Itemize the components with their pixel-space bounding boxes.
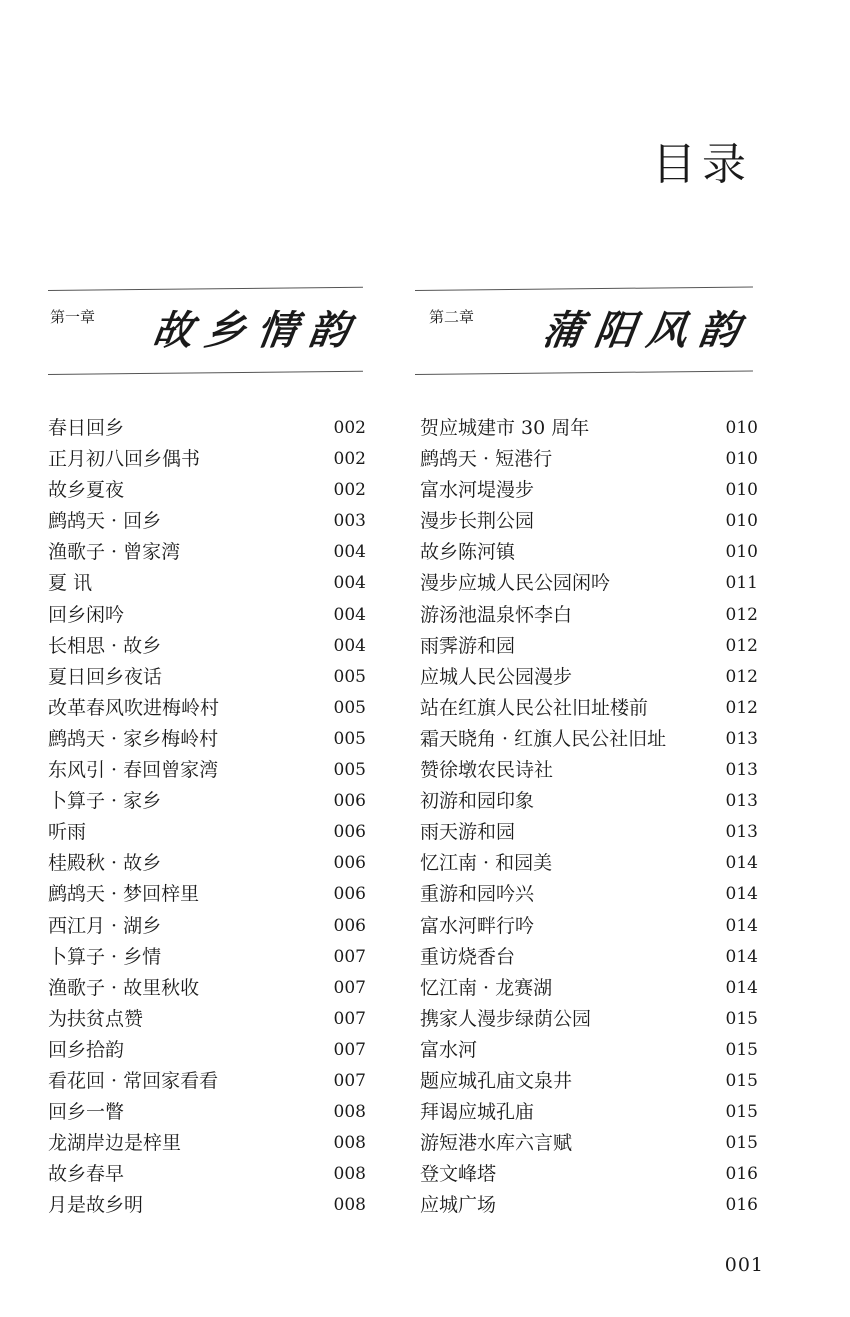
toc-entry[interactable] [420,1128,758,1159]
toc-entry[interactable] [420,786,758,817]
toc-entry[interactable] [48,600,366,631]
toc-entry-page: 015 [725,1102,758,1123]
toc-entry-title: 雨天游和园 [420,821,516,844]
toc-entry-title: 长相思 · 故乡 [48,634,162,657]
chapter-2-bottom-rule [415,370,753,375]
toc-entry-title: 拜谒应城孔庙 [420,1101,535,1124]
toc-entry[interactable] [420,506,758,537]
toc-entry[interactable] [420,413,758,444]
toc-entry[interactable] [48,1035,366,1066]
chapter-2-header [415,290,753,380]
toc-entry-page: 010 [725,542,758,563]
toc-entry-page: 007 [333,1008,366,1029]
toc-entry-page: 010 [725,418,758,438]
toc-entry-title: 登文峰塔 [420,1163,497,1186]
toc-entry[interactable] [48,662,366,693]
toc-entry-title: 回乡一瞥 [48,1101,125,1124]
toc-entry-title: 夏 讯 [48,572,93,595]
toc-entry[interactable] [48,911,366,942]
toc-entry[interactable] [48,506,366,537]
toc-entry[interactable] [420,817,758,848]
toc-entry[interactable] [48,413,366,444]
toc-entry-page: 014 [725,884,758,905]
toc-entry-page: 007 [333,977,366,998]
toc-entry-page: 006 [333,853,366,874]
toc-entry[interactable] [48,724,366,755]
toc-entry-title: 回乡闲吟 [48,603,125,626]
toc-entry-page: 015 [725,1070,758,1091]
toc-entry[interactable] [48,1097,366,1128]
toc-entry-page: 005 [333,728,366,749]
toc-entry-title: 东风引 · 春回曾家湾 [48,759,219,782]
toc-entry[interactable] [48,848,366,879]
toc-entry-page: 012 [725,604,758,625]
toc-entry-title: 渔歌子 · 故里秋收 [48,976,200,999]
toc-entry-page: 002 [333,449,366,470]
toc-entry-title: 赞徐墩农民诗社 [420,759,554,782]
toc-entry-page: 008 [333,1102,366,1123]
toc-entry-page: 013 [725,760,758,781]
toc-entry-page: 010 [725,511,758,532]
toc-entry-title: 看花回 · 常回家看看 [48,1069,219,1092]
toc-entry[interactable] [420,1159,758,1190]
toc-entry-title: 富水河 [420,1038,478,1061]
toc-entry[interactable] [420,475,758,506]
toc-entry-page: 008 [333,1133,366,1154]
toc-entry[interactable] [48,1159,366,1190]
toc-entry-title: 应城广场 [420,1194,497,1217]
chapter-1-label: 第一章 [50,308,96,326]
toc-entry-page: 016 [725,1164,758,1185]
toc-entry[interactable] [48,568,366,599]
toc-entry[interactable] [420,1190,758,1221]
toc-entry-page: 002 [333,480,366,501]
toc-entry[interactable] [420,848,758,879]
toc-entry-page: 012 [725,666,758,687]
toc-entry-page: 006 [333,822,366,843]
toc-entry[interactable] [420,942,758,973]
toc-entry[interactable] [48,973,366,1004]
toc-entry-title: 龙湖岸边是梓里 [48,1132,182,1155]
toc-entry-page: 004 [333,604,366,625]
toc-entry-title: 故乡春早 [48,1163,125,1186]
toc-entry[interactable] [420,973,758,1004]
toc-entry[interactable] [420,568,758,599]
toc-entry-page: 006 [333,884,366,905]
toc-entry[interactable] [420,537,758,568]
toc-entry[interactable] [48,631,366,662]
chapter-1-header [48,290,363,380]
toc-entry[interactable] [420,1097,758,1128]
toc-entry[interactable] [420,600,758,631]
toc-entry[interactable] [48,1004,366,1035]
toc-entry[interactable] [420,693,758,724]
toc-entry-title: 故乡夏夜 [48,479,125,502]
toc-entry[interactable] [48,1190,366,1221]
toc-entry-title: 游汤池温泉怀李白 [420,603,573,626]
toc-entry-title: 为扶贫点赞 [48,1007,144,1030]
toc-entry-title: 站在红旗人民公社旧址楼前 [420,696,649,719]
toc-entry[interactable] [48,444,366,475]
toc-entry-title: 春日回乡 [48,417,125,439]
toc-entry-page: 016 [725,1195,758,1216]
toc-entry[interactable] [48,786,366,817]
toc-entry-page: 010 [725,449,758,470]
toc-entry[interactable] [420,724,758,755]
toc-entry-title: 游短港水库六言赋 [420,1132,573,1155]
toc-entry-title: 夏日回乡夜话 [48,665,163,688]
toc-entry-page: 014 [725,946,758,967]
toc-entry[interactable] [420,1066,758,1097]
toc-entry[interactable] [48,693,366,724]
toc-entry-title: 题应城孔庙文泉井 [420,1069,573,1092]
chapter-2-toc-list [420,413,758,1221]
toc-entry-page: 011 [725,573,758,594]
toc-entry-page: 004 [333,573,366,594]
toc-entry-page: 003 [333,511,366,532]
toc-entry-title: 鹧鸪天 · 短港行 [420,448,553,471]
toc-entry[interactable] [48,942,366,973]
toc-entry-title: 初游和园印象 [420,790,535,813]
toc-entry-page: 005 [333,666,366,687]
page-title: 目录 [652,139,752,191]
toc-entry-page: 014 [725,977,758,998]
toc-entry-title: 鹧鸪天 · 梦回梓里 [48,883,200,906]
toc-entry-page: 015 [725,1008,758,1029]
toc-entry-page: 007 [333,1039,366,1060]
toc-entry-title: 鹧鸪天 · 家乡梅岭村 [48,727,219,750]
toc-entry[interactable] [48,755,366,786]
toc-entry-title: 卜算子 · 家乡 [48,790,162,813]
toc-entry-page: 007 [333,1070,366,1091]
toc-entry-title: 月是故乡明 [48,1194,144,1217]
toc-entry-title: 应城人民公园漫步 [420,665,573,688]
toc-entry-page: 005 [333,760,366,781]
toc-entry-page: 013 [725,728,758,749]
toc-entry-page: 012 [725,697,758,718]
toc-entry-page: 008 [333,1164,366,1185]
chapter-2-label: 第二章 [429,308,475,326]
toc-entry-page: 002 [333,418,366,438]
chapter-1-calligraphy-title: 故乡情韵 [149,307,365,354]
toc-entry-title: 忆江南 · 和园美 [420,852,553,875]
toc-entry-title: 渔歌子 · 曾家湾 [48,541,181,564]
chapter-2-calligraphy-title: 蒲阳风韵 [539,307,755,354]
toc-entry-page: 006 [333,791,366,812]
toc-entry[interactable] [420,911,758,942]
toc-entry-page: 013 [725,791,758,812]
toc-entry-page: 013 [725,822,758,843]
toc-entry-page: 012 [725,635,758,656]
toc-entry-title: 正月初八回乡偶书 [48,448,201,471]
toc-entry-title: 携家人漫步绿荫公园 [420,1007,592,1030]
toc-entry[interactable] [420,755,758,786]
toc-entry-title: 桂殿秋 · 故乡 [48,852,162,875]
toc-entry-title: 漫步应城人民公园闲吟 [420,572,611,595]
toc-entry-title: 改革春风吹进梅岭村 [48,696,220,719]
toc-entry-page: 005 [333,697,366,718]
toc-entry-title: 重游和园吟兴 [420,883,535,906]
toc-entry-page: 007 [333,946,366,967]
toc-entry[interactable] [420,1035,758,1066]
chapter-1-toc-list [48,413,366,1221]
toc-entry-title: 富水河堤漫步 [420,479,535,502]
chapter-1-top-rule [48,287,363,291]
toc-entry-page: 006 [333,915,366,936]
toc-entry-title: 听雨 [48,821,87,844]
toc-entry-page: 015 [725,1133,758,1154]
toc-entry[interactable] [420,662,758,693]
toc-entry-title: 卜算子 · 乡情 [48,945,162,968]
toc-entry[interactable] [48,537,366,568]
toc-entry[interactable] [48,879,366,910]
toc-entry-title: 霜天晓角 · 红旗人民公社旧址 [420,727,667,750]
toc-entry-title: 回乡拾韵 [48,1038,125,1061]
toc-entry-title: 故乡陈河镇 [420,541,516,564]
toc-entry[interactable] [48,475,366,506]
page-number: 001 [724,1254,764,1276]
toc-entry-title: 雨霁游和园 [420,634,516,657]
toc-entry[interactable] [48,1128,366,1159]
toc-entry[interactable] [48,1066,366,1097]
toc-entry-title: 鹧鸪天 · 回乡 [48,510,162,533]
toc-entry[interactable] [420,1004,758,1035]
toc-entry-title: 贺应城建市 30 周年 [420,417,590,439]
toc-entry[interactable] [48,817,366,848]
toc-entry-page: 004 [333,542,366,563]
toc-entry-title: 重访烧香台 [420,945,516,968]
toc-entry-page: 008 [333,1195,366,1216]
toc-entry-page: 015 [725,1039,758,1060]
chapter-1-bottom-rule [48,371,363,375]
toc-entry-page: 010 [725,480,758,501]
toc-entry-title: 漫步长荆公园 [420,510,535,533]
chapter-2-top-rule [415,286,753,291]
toc-entry[interactable] [420,444,758,475]
toc-entry[interactable] [420,879,758,910]
toc-entry-title: 富水河畔行吟 [420,914,535,937]
toc-entry-title: 西江月 · 湖乡 [48,914,162,937]
toc-entry-title: 忆江南 · 龙赛湖 [420,976,553,999]
toc-entry-page: 014 [725,853,758,874]
toc-entry-page: 014 [725,915,758,936]
toc-entry[interactable] [420,631,758,662]
toc-entry-page: 004 [333,635,366,656]
